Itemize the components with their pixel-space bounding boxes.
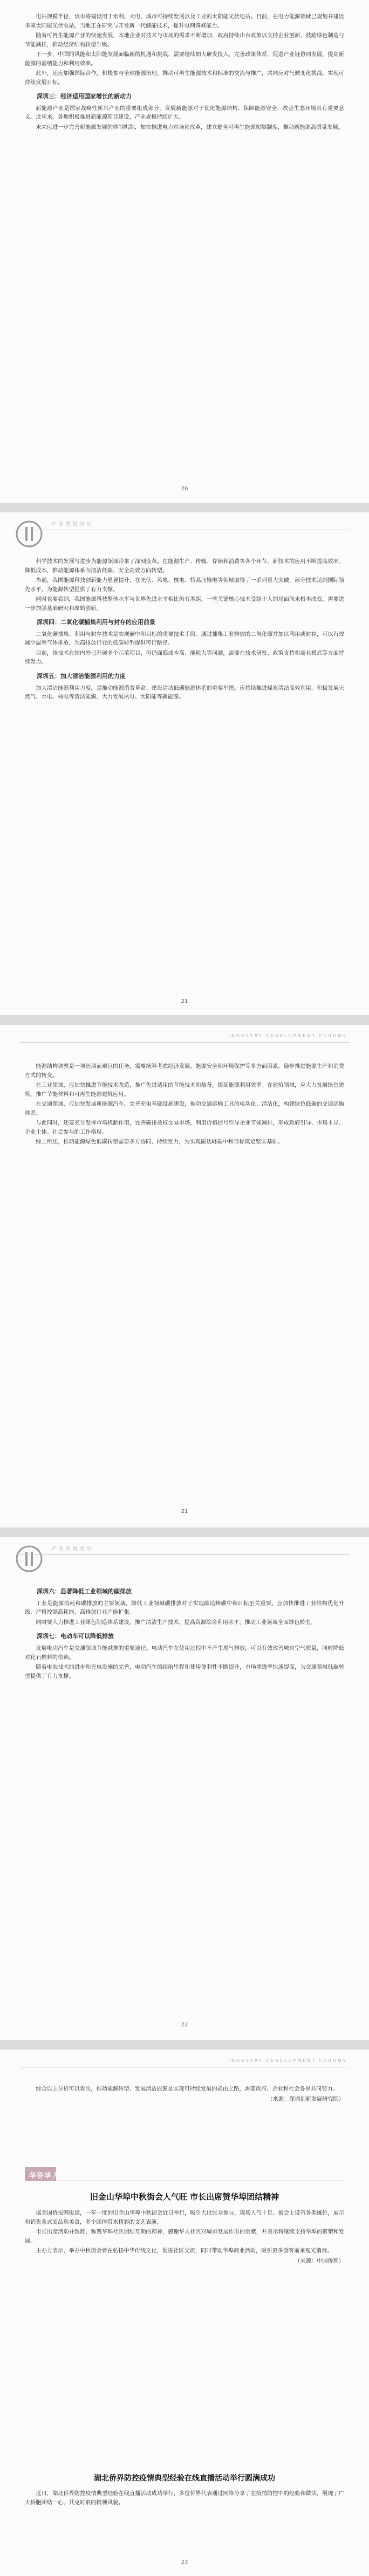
page-body xyxy=(25,2085,344,2105)
page-body xyxy=(25,1063,344,1148)
page-number: 20 xyxy=(181,486,188,492)
paragraph: 能源结构调整是一项长期而艰巨的任务，需要统筹考虑经济发展、能源安全和环境保护等多方面因素，稳步推进能源生产和消费方式的转变。 xyxy=(25,1064,344,1079)
paragraph: 此外，还应加强国际合作，积极参与全球能源治理，推动可再生能源技术和标准的交流与推广，共同应对气候变化挑战，实现可持续发展目标。 xyxy=(25,71,344,86)
paragraph: 市长出席活动并致辞，称赞华埠社区团结互助的精神，感谢华人社区对城市发展作出的贡献，并表示将继续支持华埠的繁荣和发展。 xyxy=(25,2229,344,2244)
page-3 xyxy=(0,1025,369,1527)
page-4 xyxy=(0,1537,369,2040)
section-heading: 深圳三：经济适用国家增长的新动力 xyxy=(37,93,132,100)
source-note: （来源：深圳创新发展研究院） xyxy=(267,2096,344,2102)
paragraph: 据美国侨报网报道，一年一度的旧金山华埠中秋街会近日举行，吸引大批民众参与，现场人气十足。街会上设有各类摊位，展示和销售各式商品和美食，多个团体带来精彩的文艺表演。 xyxy=(25,2210,344,2225)
paragraph: 新能源产业是国家战略性新兴产业的重要组成部分，发展新能源对于优化能源结构、保障能源安全、改善生态环境具有重要意义。近年来，各地积极推进新能源项目建设，产业规模持续扩大。 xyxy=(25,105,344,121)
paragraph: 综合以上分析可以看出，推动能源转型、发展清洁能源是实现可持续发展的必由之路，需要政府、企业和社会各界共同努力。 xyxy=(36,2086,338,2092)
section-tag xyxy=(25,2167,344,2182)
paragraph: 随着可再生能源产业的快速发展，本地企业对技术与市场的需求不断增加，政府持续出台政策以支持企业创新，鼓励绿色制造与节能减排，推动经济结构转型升级。 xyxy=(25,33,344,48)
paragraph: 当前，我国能源科技创新能力显著提升，在光伏、风电、核电、特高压输电等领域取得了一系列重大突破，部分技术达到国际领先水平，为能源转型提供了有力支撑。 xyxy=(25,578,344,593)
paragraph: 同时要大力推进工业绿色制造体系建设，推广清洁生产技术，提高资源综合利用水平，推动工业领域全面绿色转型。 xyxy=(36,1619,316,1626)
page-header xyxy=(0,2050,369,2074)
paragraph: 与此同时，还要充分发挥市场机制作用，完善碳排放权交易市场，利用价格信号引导企业节能减排，形成政府引导、市场主导、企业主体、社会参与的工作格局。 xyxy=(25,1120,344,1135)
page-number: 21 xyxy=(181,998,188,1004)
page-1 xyxy=(0,0,369,503)
paragraph: 工业是能源消耗和碳排放的主要领域，降低工业领域碳排放对于实现碳达峰碳中和目标至关重要。应加快推进工业结构优化升级，严格控制高耗能、高排放行业产能扩张。 xyxy=(25,1600,344,1616)
paragraph: 发展电动汽车是交通领域节能减排的重要途径。电动汽车在使用过程中不产生尾气排放，可以有效改善城市空气质量，同时降低对化石燃料的依赖。 xyxy=(25,1646,344,1661)
page-header xyxy=(0,1025,369,1050)
page-header xyxy=(0,1537,369,1562)
paragraph: 在交通领域，应加快发展新能源汽车，完善充电基础设施建设，推动交通运输工具的电动化、清洁化，构建绿色低碳的交通运输体系。 xyxy=(25,1101,344,1116)
page-5 xyxy=(0,2050,369,2576)
header-caption-cn: 产业发展论坛 xyxy=(52,522,94,527)
paragraph: 科学技术的发展与进步为能源领域带来了深刻变革。在能源生产、传输、存储和消费等各个环节，新技术的应用不断提高效率、降低成本，推动能源体系向清洁低碳、安全高效方向转型。 xyxy=(25,559,344,574)
article-title: 湖北侨界防控疫情典型经验在线直播活动举行圆满成功 xyxy=(94,2474,275,2483)
section-heading: 深圳五：加大清洁能源利用的力度 xyxy=(37,672,126,680)
header-caption-en: INDUSTRY DEVELOPMENT FORUMS xyxy=(228,2058,347,2063)
source-note: （来源：中国侨网） xyxy=(295,2258,344,2264)
article-body xyxy=(25,2490,344,2509)
page-body xyxy=(25,558,344,703)
header-rule xyxy=(19,1042,350,1043)
header-caption-en: INDUSTRY DEVELOPMENT FORUMS xyxy=(228,1033,347,1038)
section-heading: 深圳六：显著降低工业领域的碳排放 xyxy=(37,1588,132,1595)
article-body xyxy=(25,2209,344,2267)
paragraph: 加大清洁能源利用力度，是推动能源消费革命、建设清洁低碳能源体系的重要举措。应持续推进煤炭清洁高效利用，积极发展天然气、水电、核电等清洁能源，大力发展风电、太阳能等新能源。 xyxy=(25,685,344,701)
paragraph: 目前，该技术在国内外已开展多个示范项目，但仍面临成本高、能耗大等问题，需要在技术研发、政策支持和商业模式等方面持续发力。 xyxy=(25,650,344,666)
magazine-logo-icon xyxy=(15,520,43,548)
page-number: 21 xyxy=(181,1509,188,1515)
header-caption-cn: 产业发展论坛 xyxy=(52,1546,94,1552)
page-2 xyxy=(0,512,369,1015)
header-rule xyxy=(19,1554,350,1555)
page-header xyxy=(0,512,369,537)
page-number: 22 xyxy=(181,2022,188,2028)
paragraph: 主办方表示，举办中秋街会旨在弘扬中华传统文化，促进社区交流，同时带动华埠商业活动，吸引更多游客前来观光消费。 xyxy=(36,2248,333,2255)
page-body xyxy=(25,1582,344,1682)
page-body xyxy=(25,13,344,133)
magazine-logo-icon xyxy=(15,1545,43,1573)
paragraph: 近日，湖北侨界防控疫情典型经验在线直播活动成功举行，多位侨界代表通过网络分享了在疫情防控中的经验和做法，展现了广大侨胞团结一心、共克时艰的精神风貌。 xyxy=(25,2491,344,2506)
paragraph: 综上所述，推动能源绿色低碳转型需要多方协同、持续发力，为实现碳达峰碳中和目标奠定坚实基础。 xyxy=(36,1139,283,1146)
section-heading: 深圳七：电动车可以降低排放 xyxy=(37,1633,114,1640)
paragraph: 未来应进一步完善新能源发展的体制机制，加快推进电力市场化改革，建立健全可再生能源配额制度，推动新能源高质量发展。 xyxy=(36,124,344,131)
section-heading: 深圳四：二氧化碳捕集利用与封存的应用前景 xyxy=(37,619,155,626)
paragraph: 电站规模半径，该市将建设用于水利、火电、城市可持续发展以及工业的太阳能光伏电站。目前，在电力能源领域已规划并建设多座太阳能光伏电站，当地正在研究与开发新一代储能技术，提升电网调峰能力。 xyxy=(25,14,344,29)
paragraph: 随着电池技术的进步和充电设施的完善，电动汽车的续航里程和使用便利性不断提升，市场渗透率快速提高，为交通领域低碳转型提供了有力支撑。 xyxy=(25,1664,344,1680)
paragraph: 下一步，中国的风能和太阳能发展面临新的机遇和挑战，需要继续加大研发投入，完善政策体系，促进产业链协同发展，提高新能源的消纳能力和利用效率。 xyxy=(25,52,344,67)
paragraph: 在工业领域，应加快推进节能技术改造，推广先进适用的节能技术和装备，提高能源利用效率。在建筑领域，应大力发展绿色建筑，推广节能材料和可再生能源建筑应用。 xyxy=(25,1083,344,1098)
section-tag-label: 华侨华人 xyxy=(29,2172,60,2180)
paragraph: 二氧化碳捕集、利用与封存技术是实现碳中和目标的重要技术手段。通过捕集工业排放的二氧化碳并加以利用或封存，可以有效减少温室气体排放，为高排放行业的低碳转型提供可行路径。 xyxy=(25,631,344,647)
page-number: 23 xyxy=(181,2559,188,2565)
article-title: 旧金山华埠中秋街会人气旺 市长出席赞华埠团结精神 xyxy=(90,2192,279,2202)
paragraph: 同时也要看到，我国能源科技整体水平与世界先进水平相比仍有差距，一些关键核心技术受制于人的局面尚未根本改变，需要进一步加强基础研究和原始创新。 xyxy=(25,597,344,612)
